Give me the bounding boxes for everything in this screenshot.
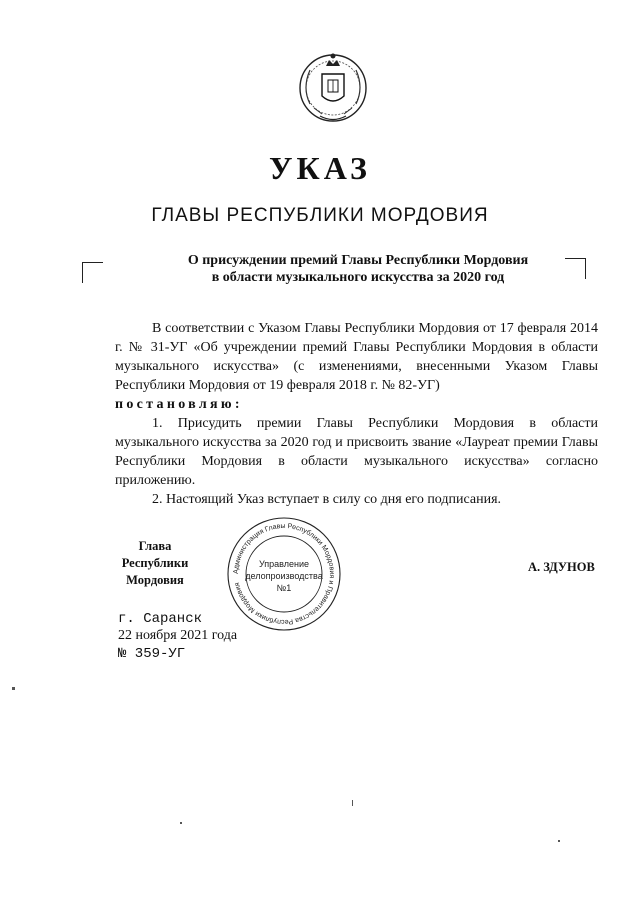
stamp-line-2: делопроизводства <box>245 571 323 581</box>
signatory-position <box>100 538 210 589</box>
signatory-position-line-2: Республики Мордовия <box>121 556 189 587</box>
heading-line-1: О присуждении премий Главы Республики Мордовия <box>187 253 529 268</box>
item-1-paragraph: 1. Присудить премии Главы Республики Мордовия в области музыкального искусства за 2020 год и присвоить звание «Лауреат премии Главы Республики Мордовия в области музыкального искусства» согласно приложению. <box>115 416 598 488</box>
signatory-position-line-1: Глава <box>138 539 172 553</box>
coat-of-arms-emblem <box>292 44 374 126</box>
issue-place: г. Саранск <box>118 611 203 627</box>
signatory-name: А. ЗДУНОВ <box>528 560 595 574</box>
scan-speck <box>352 800 353 806</box>
issue-date: 22 ноября 2021 года <box>118 628 238 643</box>
document-title: УКАЗ <box>269 150 371 186</box>
scan-speck <box>12 687 15 690</box>
heading-line-2: в области музыкального искусства за 2020 год <box>211 270 505 285</box>
document-subtitle: ГЛАВЫ РЕСПУБЛИКИ МОРДОВИЯ <box>151 205 489 226</box>
heading-bracket-left <box>82 262 103 283</box>
decree-body <box>115 319 598 509</box>
preamble-paragraph: В соответствии с Указом Главы Республики Мордовия от 17 февраля 2014 г. № 31-УГ «Об учреждении премий Главы Республики Мордовия в области музыкального искусства» (с изменениями, внесенными Указом Главы Республики Мордовия от 19 февраля 2018 г. № 82-УГ) <box>115 321 598 393</box>
scan-speck <box>180 822 182 824</box>
item-2-paragraph: 2. Настоящий Указ вступает в силу со дня его подписания. <box>152 492 502 507</box>
stamp-line-3: №1 <box>276 583 292 593</box>
decree-heading <box>120 252 596 286</box>
stamp-ring-text: Администрация Главы Республики Мордовия и Правительства Республики Мордовия <box>232 522 336 626</box>
official-stamp <box>225 515 343 633</box>
scan-speck <box>558 840 560 842</box>
stamp-line-1: Управление <box>258 559 310 569</box>
decree-word: постановляю: <box>115 397 243 412</box>
decree-number: № 359-УГ <box>118 646 186 662</box>
